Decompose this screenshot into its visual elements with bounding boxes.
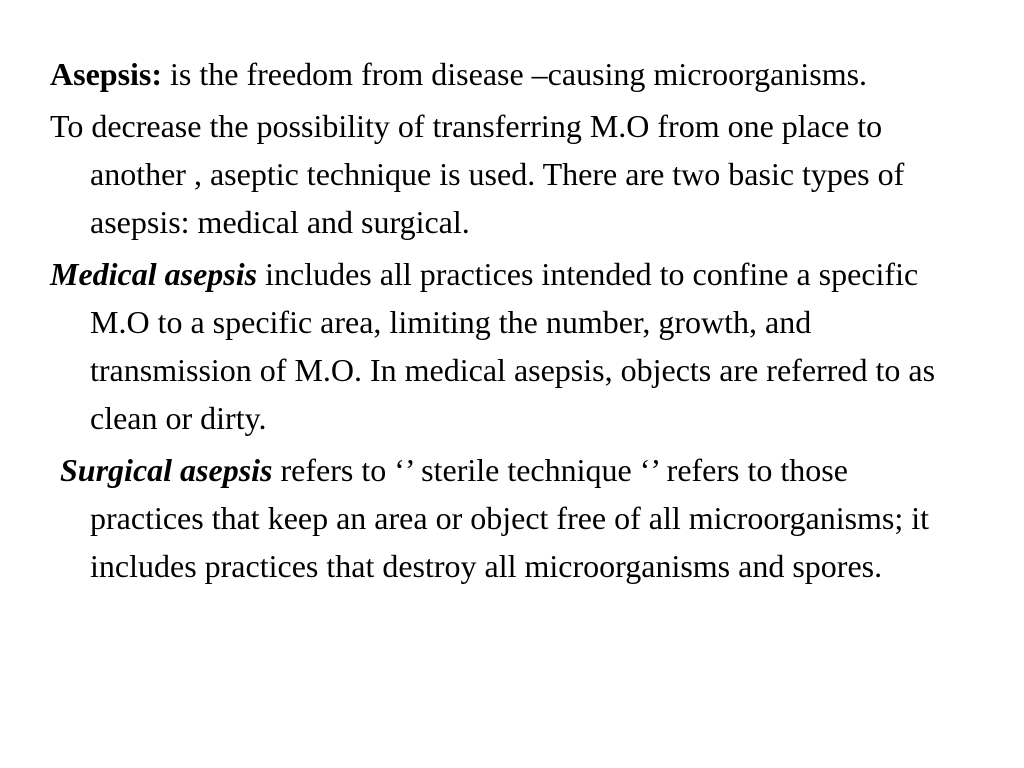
asepsis-definition [50,50,960,98]
surgical-asepsis-text: refers to ‘’ sterile technique ‘’ refers to those practices that keep an area or object free of all microorganisms; it includes practices that destroy all microorganisms and spores. [90,452,930,584]
slide-body [50,50,960,594]
medical-asepsis-text: includes all practices intended to confine a specific M.O to a specific area, limiting the number, growth, and transmission of M.O. In medical asepsis, objects are referred to as clean or dirty. [90,256,936,436]
term-asepsis: Asepsis: [50,56,163,92]
term-surgical-asepsis: Surgical asepsis [60,452,273,488]
term-medical-asepsis: Medical asepsis [50,256,258,292]
surgical-asepsis-paragraph [60,446,960,590]
aseptic-technique-text: To decrease the possibility of transferring M.O from one place to another , aseptic technique is used. There are two basic types of asepsis: medical and surgical. [50,108,905,240]
aseptic-technique-paragraph [50,102,960,246]
medical-asepsis-paragraph [50,250,960,442]
asepsis-definition-text: is the freedom from disease –causing microorganisms. [162,56,868,92]
